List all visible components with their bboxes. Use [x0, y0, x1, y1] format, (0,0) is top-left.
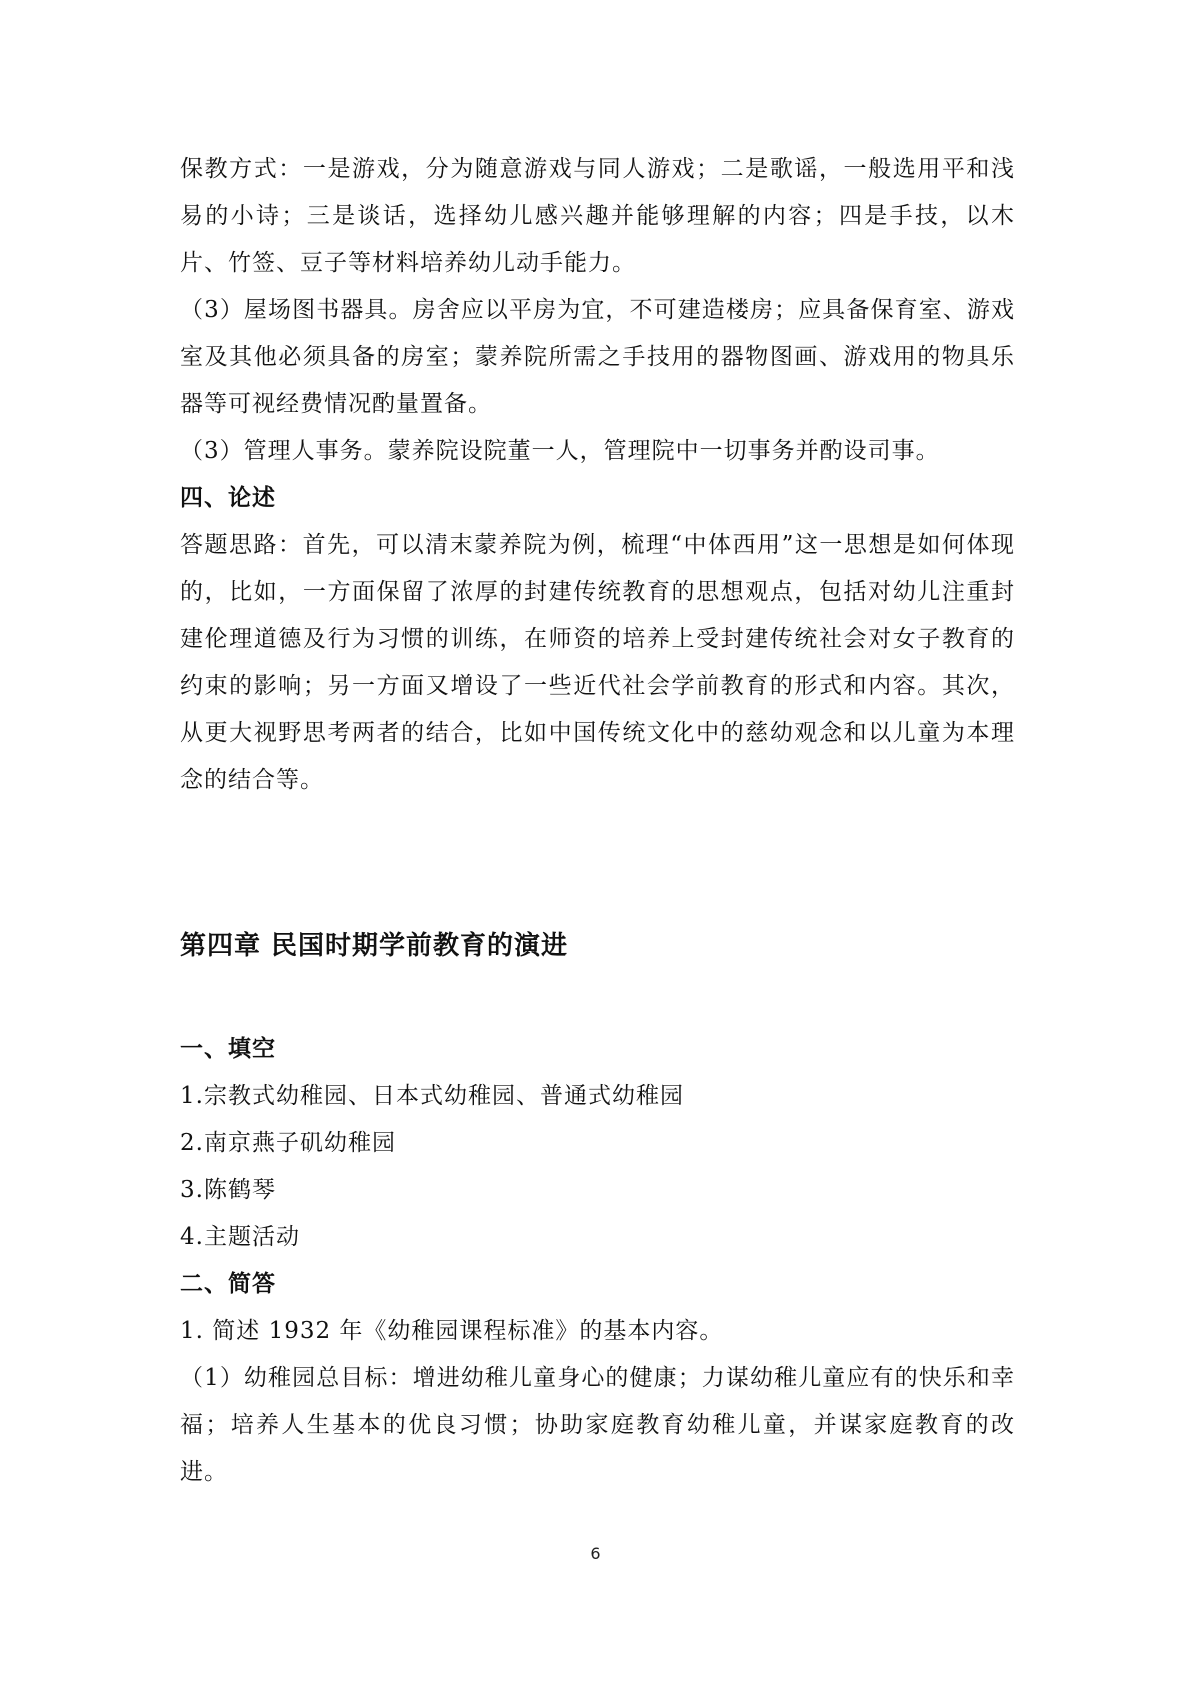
paragraph-management: （3）管理人事务。蒙养院设院董一人，管理院中一切事务并酌设司事。 — [180, 438, 940, 464]
spacer — [180, 804, 1015, 916]
paragraph-teaching-methods: 保教方式：一是游戏，分为随意游戏与同人游戏；二是歌谣，一般选用平和浅易的小诗；三是谈话，选择幼儿感兴趣并能够理解的内容；四是手技，以木片、竹签、豆子等材料培养幼儿动手能力。 — [180, 156, 1015, 276]
section-heading-short-answer: 二、简答 — [180, 1271, 276, 1297]
question-1: 1. 简述 1932 年《幼稚园课程标准》的基本内容。 — [180, 1318, 724, 1344]
list-item: 1.宗教式幼稚园、日本式幼稚园、普通式幼稚园 — [180, 1083, 684, 1109]
paragraph-answer-approach: 答题思路：首先，可以清末蒙养院为例，梳理“中体西用”这一思想是如何体现的，比如，一方面保留了浓厚的封建传统教育的思想观点，包括对幼儿注重封建伦理道德及行为习惯的训练，在师资的培养上受封建传统社会对女子教育的约束的影响；另一方面又增设了一些近代社会学前教育的形式和内容。其次，从更大视野思考两者的结合，比如中国传统文化中的慈幼观念和以儿童为本理念的结合等。 — [180, 532, 1015, 793]
spacer — [180, 976, 1015, 1026]
page-number: 6 — [590, 1544, 601, 1563]
paragraph-buildings-equipment: （3）屋场图书器具。房舍应以平房为宜，不可建造楼房；应具备保育室、游戏室及其他必须具备的房室；蒙养院所需之手技用的器物图画、游戏用的物具乐器等可视经费情况酌量置备。 — [180, 297, 1015, 417]
page-content — [180, 146, 1015, 1496]
list-item: 4.主题活动 — [180, 1224, 300, 1250]
chapter-title: 第四章 民国时期学前教育的演进 — [180, 931, 569, 961]
list-item: 3.陈鹤琴 — [180, 1177, 276, 1203]
list-item: 2.南京燕子矶幼稚园 — [180, 1130, 396, 1156]
section-heading-discussion: 四、论述 — [180, 485, 276, 511]
answer-1-part-1: （1）幼稚园总目标：增进幼稚儿童身心的健康；力谋幼稚儿童应有的快乐和幸福；培养人生基本的优良习惯；协助家庭教育幼稚儿童，并谋家庭教育的改进。 — [180, 1365, 1015, 1485]
section-heading-fill-blank: 一、填空 — [180, 1036, 276, 1062]
